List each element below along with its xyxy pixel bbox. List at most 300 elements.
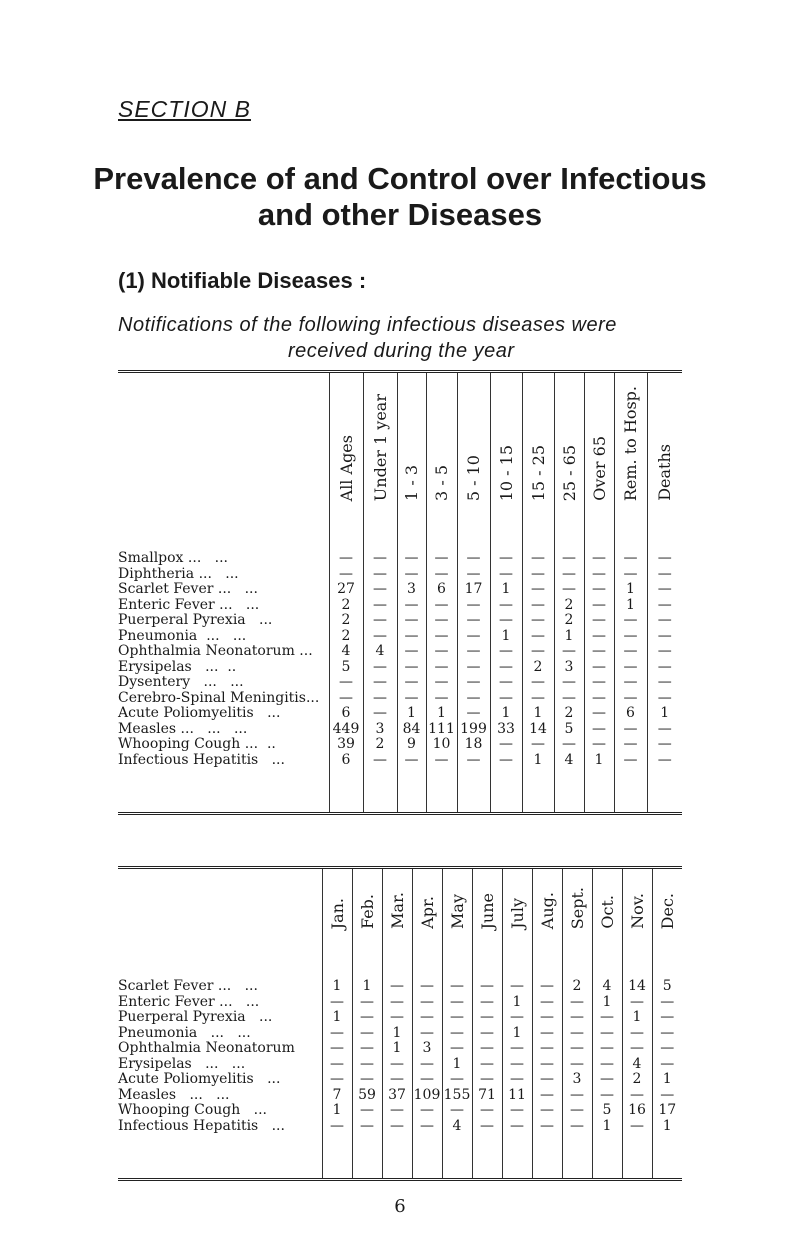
table-cell: — [352,1057,382,1073]
table-cell: — [490,675,522,691]
table-cell: — [426,613,457,629]
table-cell: — [614,644,647,660]
table-row [118,582,682,598]
disease-name: Diphtheria [118,565,195,582]
table-cell: — [522,675,554,691]
age-header-label: Deaths [655,444,675,501]
table-row [118,1088,682,1104]
leader-dots: ... ... [197,1024,251,1041]
leader-dots: ... [294,643,313,659]
row-label [118,598,329,614]
page-title-line-1: Prevalence of and Control over Infectious [93,161,707,196]
table-cell: — [522,551,554,567]
month-header-1 [352,868,382,942]
table-cell: — [584,722,614,738]
disease-name: Acute Poliomyelitis [118,705,254,721]
table-cell: — [647,582,682,598]
age-table-label-header [118,372,329,514]
month-header-label: Jan. [327,897,347,929]
table-cell: — [490,660,522,676]
table-row [118,660,682,676]
month-table-header-row [118,868,682,942]
table-cell: 4 [329,644,363,660]
month-end-cell [118,1134,322,1180]
table-cell: — [584,660,614,676]
table-cell: — [363,660,397,676]
age-spacer-cell [118,513,329,551]
table-cell: — [363,706,397,722]
table-cell: 71 [472,1088,502,1104]
month-end-cell [652,1134,682,1180]
table-cell: — [592,1072,622,1088]
month-end-cell [442,1134,472,1180]
table-cell: — [363,582,397,598]
table-cell: — [652,1026,682,1042]
month-header-0 [322,868,352,942]
disease-name: Enteric Fever [118,596,215,613]
table-cell: — [647,722,682,738]
table-cell: — [426,644,457,660]
table-cell: — [614,567,647,583]
table-cell: — [457,644,490,660]
table-cell: — [426,675,457,691]
disease-name: Erysipelas [118,658,192,675]
table-cell: — [614,753,647,769]
table-row [118,706,682,722]
table-cell: 39 [329,737,363,753]
month-spacer-cell [562,941,592,979]
table-cell: 1 [397,706,426,722]
table-cell: 2 [554,706,584,722]
table-cell: — [363,675,397,691]
disease-name: Pneumonia [118,627,198,644]
table-cell: 1 [352,979,382,995]
table-cell: — [457,753,490,769]
table-cell: — [647,598,682,614]
month-spacer-cell [622,941,652,979]
table-cell: 2 [329,629,363,645]
age-end-cell [614,768,647,814]
table-cell: 6 [614,706,647,722]
table-cell: — [457,706,490,722]
table-cell: 5 [554,722,584,738]
table-cell: — [397,660,426,676]
table-cell: — [554,567,584,583]
table-cell: — [614,551,647,567]
table-cell: — [412,995,442,1011]
table-cell: — [426,629,457,645]
table-cell: — [584,613,614,629]
table-cell: 10 [426,737,457,753]
month-header-9 [592,868,622,942]
table-cell: — [472,1057,502,1073]
table-cell: — [502,1010,532,1026]
table-cell: — [562,1103,592,1119]
table-row [118,1041,682,1057]
month-end-row [118,1134,682,1180]
table-cell: — [472,1119,502,1135]
age-spacer-row [118,513,682,551]
age-header-label: 3 - 5 [432,465,451,501]
table-cell: 1 [490,582,522,598]
age-header-4 [457,372,490,514]
table-cell: 1 [522,753,554,769]
table-cell: 37 [382,1088,412,1104]
month-header-10 [622,868,652,942]
age-header-9 [614,372,647,514]
table-cell: — [532,1041,562,1057]
table-cell: — [397,598,426,614]
table-cell: — [647,660,682,676]
table-cell: — [647,613,682,629]
table-cell: 3 [397,582,426,598]
month-header-label: Aug. [537,891,557,929]
month-header-label: July [507,898,527,929]
row-label [118,551,329,567]
table-row [118,691,682,707]
table-cell: 1 [522,706,554,722]
leader-dots: ... ... [190,674,244,690]
row-label [118,1103,322,1119]
table-cell: — [490,567,522,583]
table-cell: — [363,753,397,769]
table-cell: — [382,1057,412,1073]
table-cell: — [522,691,554,707]
table-cell: 84 [397,722,426,738]
row-label [118,1057,322,1073]
table-cell: 4 [622,1057,652,1073]
table-cell: 1 [554,629,584,645]
disease-name: Smallpox [118,550,184,566]
table-cell: — [532,1119,562,1135]
disease-name: Ophthalmia Neonatorum [118,1040,295,1056]
table-cell: — [322,995,352,1011]
table-cell: — [322,1119,352,1135]
table-cell: — [532,1057,562,1073]
age-spacer-cell [554,513,584,551]
age-header-3 [426,372,457,514]
row-label [118,753,329,769]
table-cell: 1 [592,995,622,1011]
month-header-label: Apr. [417,896,437,929]
table-cell: 1 [652,1072,682,1088]
table-row [118,737,682,753]
table-cell: — [522,737,554,753]
leader-dots: ... ... [214,596,260,613]
table-cell: 6 [426,582,457,598]
month-spacer-cell [412,941,442,979]
age-header-label: Over 65 [589,436,609,501]
table-row [118,629,682,645]
table-cell: — [562,1088,592,1104]
table-row [118,1010,682,1026]
row-label [118,737,329,753]
table-cell: — [490,753,522,769]
table-cell: 17 [652,1103,682,1119]
table-cell: — [652,1010,682,1026]
table-cell: — [442,1041,472,1057]
table-cell: — [647,644,682,660]
month-header-label: Dec. [657,892,677,929]
row-label [118,1119,322,1135]
table-cell: — [412,1010,442,1026]
table-cell: — [502,1103,532,1119]
disease-name: Erysipelas [118,1055,192,1072]
notifiable-diseases-heading: (1) Notifiable Diseases : [118,268,367,293]
table-cell: 18 [457,737,490,753]
table-cell: — [647,691,682,707]
month-header-label: Mar. [387,892,407,929]
table-cell: — [329,691,363,707]
table-cell: — [472,1041,502,1057]
table-cell: 4 [363,644,397,660]
table-cell: — [472,1103,502,1119]
table-cell: — [490,551,522,567]
leader-dots: ... [305,689,320,706]
month-spacer-cell [652,941,682,979]
table-cell: — [584,551,614,567]
table-cell: — [412,1119,442,1135]
table-cell: — [397,629,426,645]
table-cell: 14 [622,979,652,995]
table-cell: — [442,1026,472,1042]
table-cell: — [584,706,614,722]
age-header-5 [490,372,522,514]
table-cell: — [522,613,554,629]
month-end-cell [382,1134,412,1180]
month-header-6 [502,868,532,942]
table-cell: — [382,1010,412,1026]
row-label [118,582,329,598]
table-row [118,1057,682,1073]
leader-dots: ... [245,1009,273,1025]
month-spacer-cell [118,941,322,979]
table-cell: 2 [562,979,592,995]
age-end-cell [490,768,522,814]
month-end-cell [502,1134,532,1180]
table-cell: — [554,644,584,660]
table-cell: 27 [329,582,363,598]
month-spacer-cell [472,941,502,979]
table-cell: 1 [584,753,614,769]
row-label [118,1026,322,1042]
table-cell: — [554,551,584,567]
table-cell: — [522,644,554,660]
table-cell: 9 [397,737,426,753]
table-cell: — [363,551,397,567]
table-cell: 14 [522,722,554,738]
age-end-cell [584,768,614,814]
month-end-cell [622,1134,652,1180]
table-cell: — [472,995,502,1011]
disease-name: Cerebro-Spinal Meningitis [118,689,306,706]
table-cell: 17 [457,582,490,598]
row-label [118,691,329,707]
row-label [118,979,322,995]
table-cell: — [490,644,522,660]
table-cell: — [322,1041,352,1057]
age-header-6 [522,372,554,514]
table-cell: — [397,753,426,769]
leader-dots: ... ... [183,550,228,566]
table-cell: 59 [352,1088,382,1104]
row-label [118,644,329,660]
leader-dots: ... [240,1102,267,1118]
table-cell: — [442,1072,472,1088]
month-end-cell [412,1134,442,1180]
table-cell: 7 [322,1088,352,1104]
table-cell: 1 [647,706,682,722]
month-table-label-header [118,868,322,942]
table-cell: 199 [457,722,490,738]
table-cell: 1 [322,979,352,995]
table-row [118,567,682,583]
table-cell: 3 [562,1072,592,1088]
month-header-label: Feb. [357,893,377,929]
table-cell: — [584,598,614,614]
month-header-3 [412,868,442,942]
table-cell: — [322,1026,352,1042]
leader-dots: ... [258,751,285,768]
leader-dots: ... [232,993,260,1010]
table-row [118,979,682,995]
table-cell: — [352,995,382,1011]
table-cell: — [592,1041,622,1057]
table-cell: — [412,1026,442,1042]
disease-name: Scarlet Fever ... [118,978,232,994]
table-cell: — [592,1026,622,1042]
table-cell: — [614,691,647,707]
disease-name: Whooping Cough [118,1102,241,1118]
intro-line-2: received during the year [288,340,515,362]
leader-dots: ... ... [213,581,258,597]
row-label [118,613,329,629]
row-label [118,995,322,1011]
table-cell: 11 [502,1088,532,1104]
table-cell: — [472,1010,502,1026]
table-cell: — [592,1010,622,1026]
age-spacer-cell [426,513,457,551]
table-cell: 1 [490,629,522,645]
table-cell: — [442,979,472,995]
table-cell: — [554,737,584,753]
table-cell: — [622,1041,652,1057]
age-spacer-cell [329,513,363,551]
leader-dots: ... ... [176,1086,230,1103]
age-header-label: Under 1 year [370,393,390,501]
month-header-11 [652,868,682,942]
table-cell: — [614,737,647,753]
leader-dots: ... ... [194,565,239,582]
age-group-table [118,370,682,815]
table-cell: — [426,567,457,583]
table-cell: 109 [413,1086,441,1103]
table-cell: 1 [614,598,647,614]
table-cell: — [397,644,426,660]
age-header-label: 5 - 10 [464,454,483,501]
table-cell: — [554,582,584,598]
table-cell: 1 [502,1026,532,1042]
disease-name: Puerperal Pyrexia [118,1009,246,1025]
table-cell: — [647,567,682,583]
table-cell: 1 [322,1103,352,1119]
age-header-8 [584,372,614,514]
age-header-label: All Ages [336,434,356,501]
table-cell: — [647,675,682,691]
table-cell: — [457,567,490,583]
table-row [118,1119,682,1135]
table-cell: — [457,551,490,567]
table-cell: — [652,1088,682,1104]
table-cell: — [363,598,397,614]
table-cell: — [426,753,457,769]
row-label [118,629,329,645]
table-cell: — [647,737,682,753]
table-cell: — [442,1010,472,1026]
age-header-7 [554,372,584,514]
age-spacer-cell [490,513,522,551]
table-cell: 16 [622,1103,652,1119]
table-cell: — [502,1119,532,1135]
month-header-4 [442,868,472,942]
age-spacer-cell [522,513,554,551]
leader-dots: ... ... [191,1055,246,1072]
age-end-cell [329,768,363,814]
disease-name: Whooping Cough ... [118,736,259,752]
table-cell: — [352,1026,382,1042]
table-cell: — [352,1072,382,1088]
month-end-cell [322,1134,352,1180]
table-cell: — [397,675,426,691]
age-end-cell [647,768,682,814]
row-label [118,567,329,583]
table-row [118,753,682,769]
age-end-cell [118,768,329,814]
table-cell: — [584,644,614,660]
table-row [118,644,682,660]
table-cell: 4 [592,979,622,995]
table-cell: 2 [522,660,554,676]
table-cell: 2 [622,1072,652,1088]
month-end-cell [352,1134,382,1180]
age-end-cell [363,768,397,814]
age-table-header-row [118,372,682,514]
age-end-cell [397,768,426,814]
table-cell: — [622,1088,652,1104]
age-end-cell [426,768,457,814]
table-cell: — [397,567,426,583]
table-cell: — [584,675,614,691]
leader-dots: ... [245,612,273,628]
disease-name: Pneumonia [118,1024,198,1041]
disease-name: Measles [118,1086,177,1103]
table-cell: — [412,1103,442,1119]
table-cell: — [614,675,647,691]
table-cell: — [490,613,522,629]
table-cell: — [322,1072,352,1088]
table-cell: — [363,691,397,707]
table-cell: — [426,551,457,567]
table-cell: — [412,979,442,995]
table-cell: — [532,1072,562,1088]
table-cell: 4 [554,753,584,769]
table-cell: — [522,567,554,583]
table-row [118,722,682,738]
table-cell: — [584,737,614,753]
table-cell: 1 [502,995,532,1011]
table-cell: — [622,1026,652,1042]
table-cell: — [490,737,522,753]
